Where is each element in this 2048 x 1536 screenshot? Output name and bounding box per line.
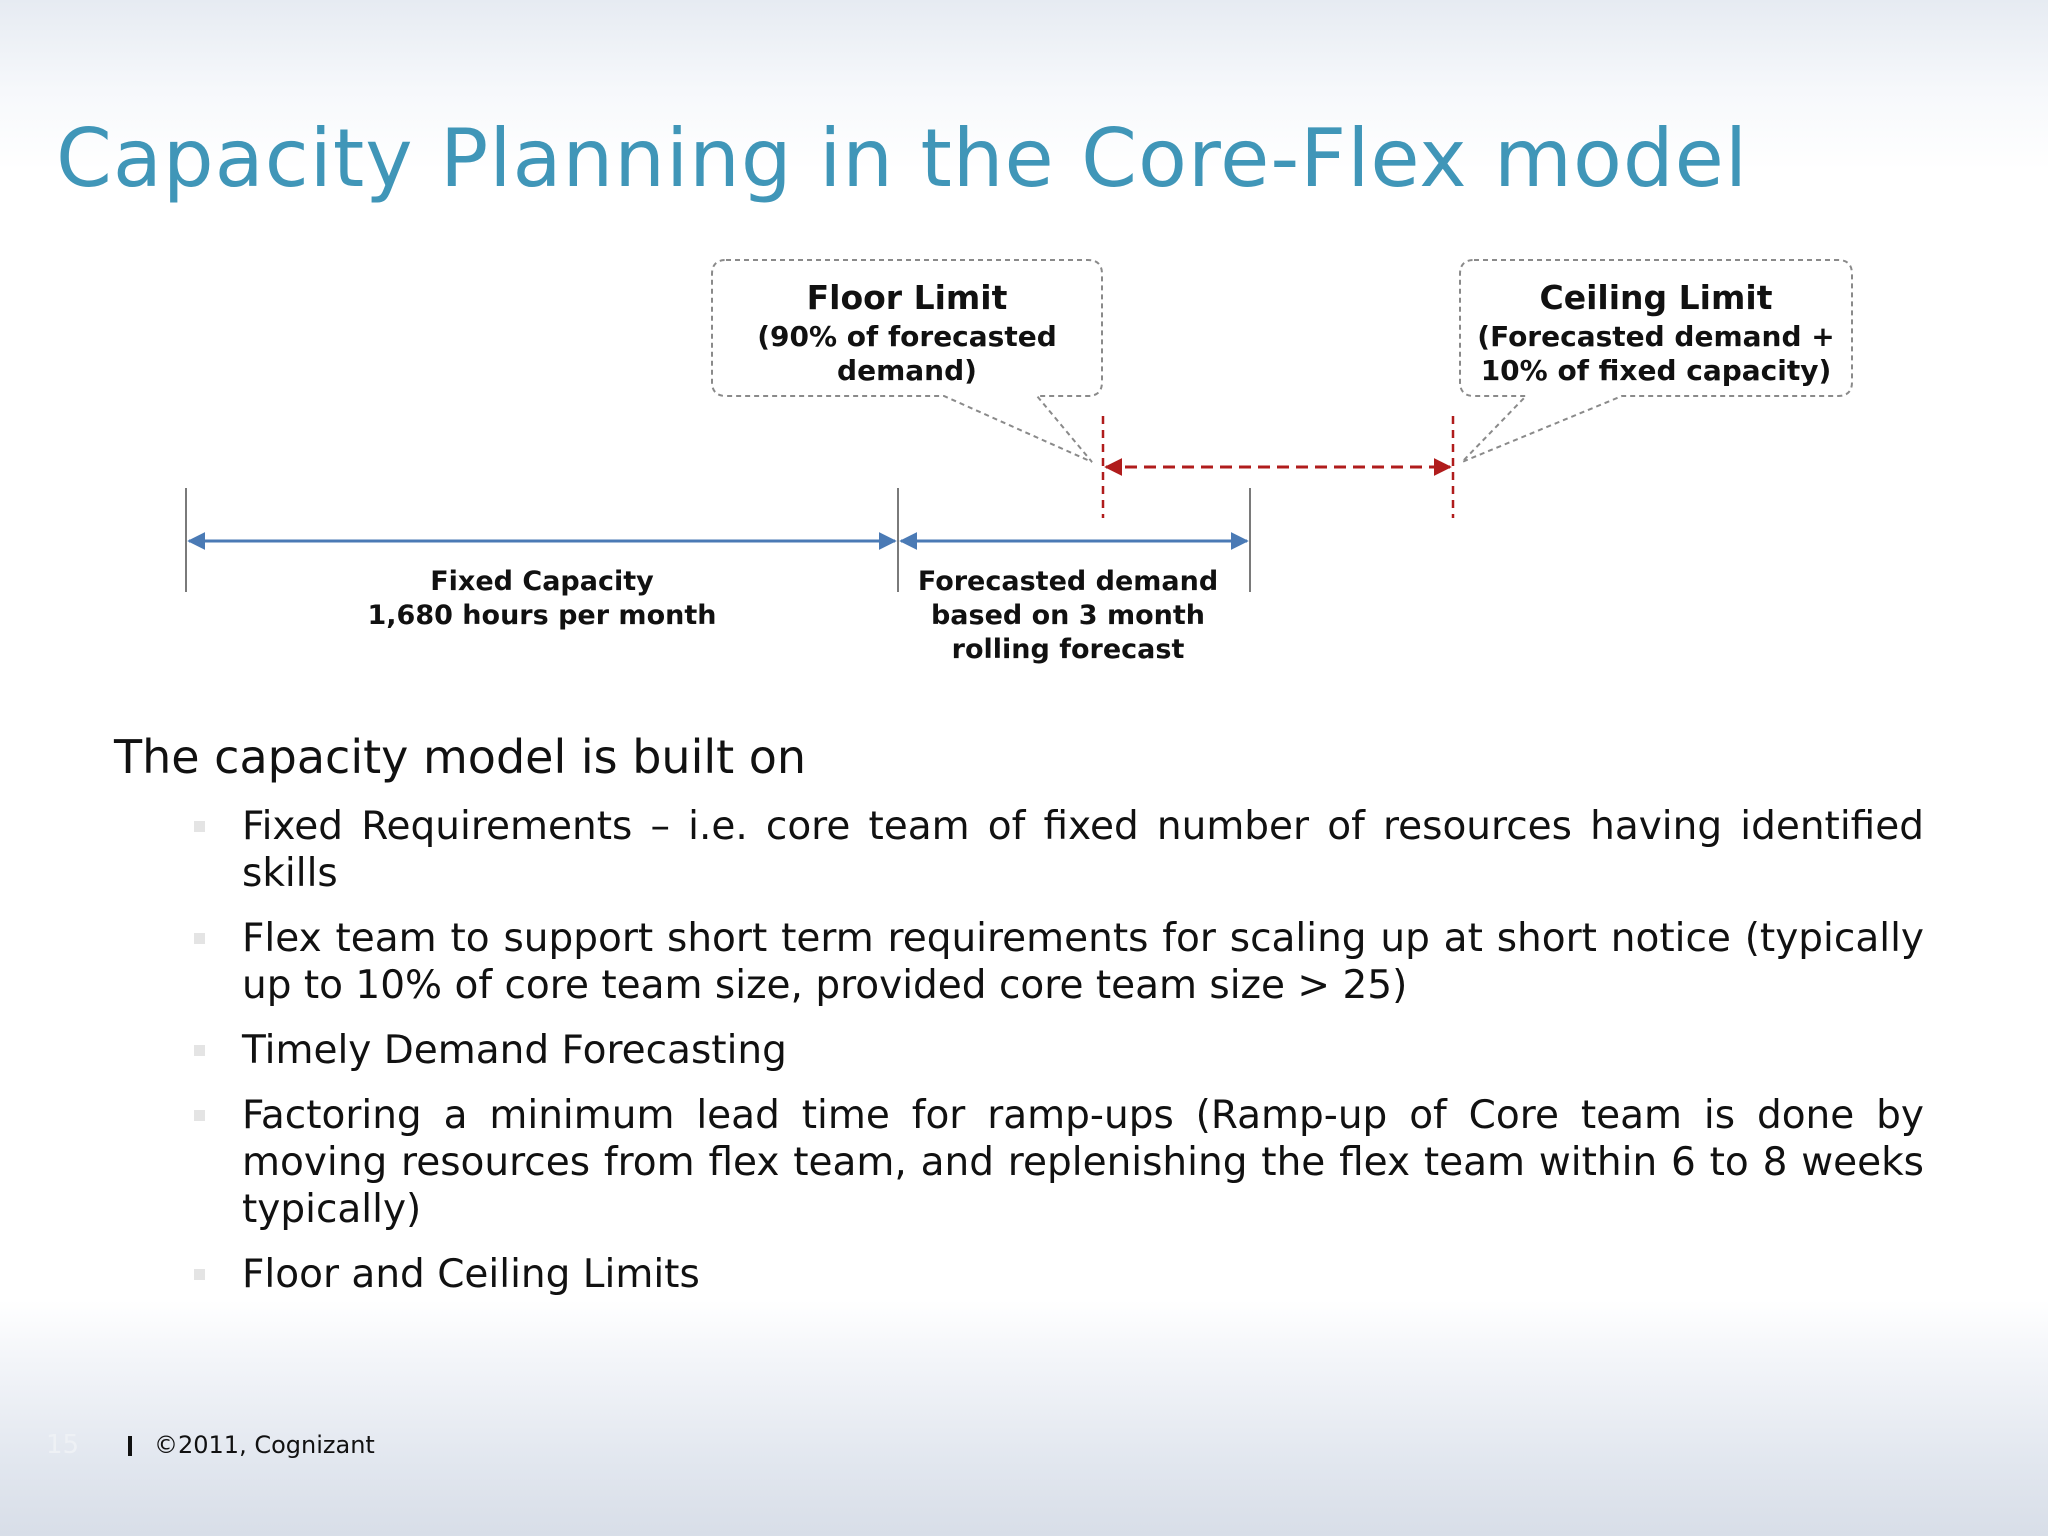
list-item-text: Flex team to support short term requirements for scaling up at short notice (typically up to 10% of core team size, provided core team size > 25) xyxy=(242,916,1924,1008)
slide-title: Capacity Planning in the Core-Flex model xyxy=(56,112,1749,205)
forecasted-demand-line2: based on 3 month xyxy=(930,600,1206,631)
list-item-text: Floor and Ceiling Limits xyxy=(242,1252,700,1297)
bullet-square-icon xyxy=(194,821,205,832)
floor-limit-title: Floor Limit xyxy=(806,278,1008,317)
list-item-text: Fixed Requirements – i.e. core team of fixed number of resources having identified skills xyxy=(242,804,1924,896)
floor-limit-desc-line1: (90% of forecasted xyxy=(757,320,1057,353)
list-item xyxy=(190,1027,1924,1074)
forecasted-demand-line1: Forecasted demand xyxy=(917,566,1219,597)
bullet-square-icon xyxy=(194,933,205,944)
ceiling-limit-title: Ceiling Limit xyxy=(1539,278,1773,317)
ceiling-limit-desc-line2: 10% of fixed capacity) xyxy=(1480,354,1832,387)
bullet-list xyxy=(190,803,1924,1316)
list-item xyxy=(190,1251,1924,1298)
list-item xyxy=(190,803,1924,897)
ceiling-limit-callout xyxy=(1460,276,1852,388)
copyright-text: ©2011, Cognizant xyxy=(154,1431,375,1459)
fixed-capacity-label xyxy=(342,565,742,633)
bullet-square-icon xyxy=(194,1045,205,1056)
bullet-square-icon xyxy=(194,1269,205,1280)
fixed-capacity-line2: 1,680 hours per month xyxy=(367,600,717,631)
page-number: 15 xyxy=(46,1430,80,1460)
fixed-capacity-line1: Fixed Capacity xyxy=(430,566,654,597)
forecasted-demand-label xyxy=(908,565,1228,667)
forecasted-demand-line3: rolling forecast xyxy=(951,634,1185,665)
floor-limit-callout xyxy=(712,276,1102,388)
list-item-text: Factoring a minimum lead time for ramp-ups (Ramp-up of Core team is done by moving resources from flex team, and replenishing the flex team within 6 to 8 weeks typically) xyxy=(242,1093,1924,1232)
ceiling-limit-desc-line1: (Forecasted demand + xyxy=(1477,320,1835,353)
floor-limit-desc-line2: demand) xyxy=(837,354,977,387)
list-item-text: Timely Demand Forecasting xyxy=(242,1028,787,1073)
intro-text: The capacity model is built on xyxy=(114,730,807,784)
list-item xyxy=(190,1092,1924,1233)
bullet-square-icon xyxy=(194,1110,205,1121)
list-item xyxy=(190,915,1924,1009)
footer-divider xyxy=(128,1436,132,1456)
